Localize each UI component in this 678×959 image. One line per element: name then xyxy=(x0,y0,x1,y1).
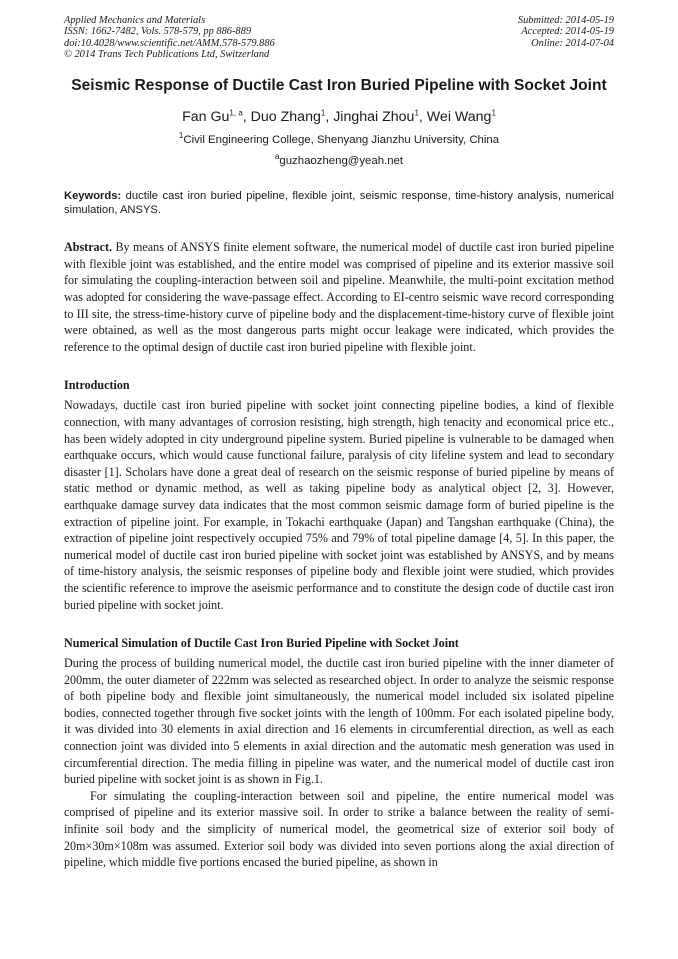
section-heading-introduction: Introduction xyxy=(64,378,130,393)
author-name: Fan Gu xyxy=(182,108,230,125)
author-separator: , xyxy=(242,108,251,125)
affiliation xyxy=(64,130,614,148)
introduction-paragraph: Nowadays, ductile cast iron buried pipeline with socket joint connecting pipeline bodies, a kind of flexible connection, with many advantages of corrosion resisting, high strength, high tenacity and economical price etc., has been widely adopted in city underground pipeline system. Buried pipeline is vulnerable to be damaged when earthquake occurs, which would cause functional failure, paralysis of city lifeline system and lead to secondary disaster [1]. Scholars have done a great deal of research on the seismic response of buried pipeline by means of static method or dynamic method, as well as taking pipeline body as analytical object [2, 3]. However, earthquake damage survey data indicates that the most common seismic damage form of buried pipeline is the extraction of pipeline joint. For example, in Tokachi earthquake (Japan) and Tangshan earthquake (China), the extraction of pipeline joint respectively occupied 75% and 79% of total pipeline damage [4, 5]. In this paper, the numerical model of ductile cast iron buried pipeline with socket joint was established by ANSYS, and by means of time-history analysis, the seismic responses of pipeline body and flexible joint were studied, which provides the scientific reference to improve the aseismic performance and to constitute the design code of ductile cast iron buried pipeline with socket joint. xyxy=(64,398,614,612)
numerical-simulation-paragraph-2: For simulating the coupling-interaction between soil and pipeline, the entire numerical model was comprised of pipeline and its exterior massive soil. In order to strike a balance between the reality of semi-infinite soil body and the simplicity of numerical model, the geometrical size of exterior soil body of 20m×30m×108m was assumed. Exterior soil body was divided into seven portions along the axial direction of pipeline, which middle five portions encased the buried pipeline, as shown in xyxy=(64,788,614,870)
journal-header xyxy=(64,15,614,61)
online-date: Online: 2014-07-04 xyxy=(531,37,614,49)
email-text: guzhaozheng@yeah.net xyxy=(279,154,404,167)
author-name: Duo Zhang xyxy=(250,108,321,125)
copyright-line: © 2014 Trans Tech Publications Ltd, Switzerland xyxy=(64,49,270,61)
keywords xyxy=(64,189,614,219)
issn-line: ISSN: 1662-7482, Vols. 578-579, pp 886-889 xyxy=(64,26,252,38)
author-list xyxy=(64,108,614,126)
author-affiliation-mark: 1, a xyxy=(229,107,243,117)
submitted-date: Submitted: 2014-05-19 xyxy=(517,15,614,26)
header-left xyxy=(64,15,275,61)
author-affiliation-mark: 1 xyxy=(414,107,419,117)
abstract-label: Abstract. xyxy=(64,240,113,255)
corresponding-email xyxy=(64,151,614,169)
abstract xyxy=(64,239,614,355)
paper-title: Seismic Response of Ductile Cast Iron Buried Pipeline with Socket Joint xyxy=(71,76,607,94)
doi-line: doi:10.4028/www.scientific.net/AMM.578-579.886 xyxy=(64,37,275,49)
accepted-date: Accepted: 2014-05-19 xyxy=(521,26,614,38)
author-name: Jinghai Zhou xyxy=(333,108,415,125)
keywords-text: ductile cast iron buried pipeline, flexible joint, seismic response, time-history analysis, numerical simulation, ANSYS. xyxy=(64,189,614,217)
header-right xyxy=(518,15,614,61)
author-separator: , xyxy=(325,108,334,125)
keywords-label: Keywords: xyxy=(64,189,122,202)
author-affiliation-mark: 1 xyxy=(491,107,496,117)
journal-name: Applied Mechanics and Materials xyxy=(64,15,206,26)
author-name: Wei Wang xyxy=(426,108,492,125)
numerical-simulation-paragraph-1: During the process of building numerical model, the ductile cast iron buried pipeline with the inner diameter of 200mm, the outer diameter of 222mm was selected as researched object. In order to analyze the seismic response of both pipeline body and flexible joint simultaneously, the numerical model included six isolated pipeline bodies, connected together through five socket joints with the length of 100mm. For each isolated pipeline body, it was divided into 30 elements in axial direction and 16 elements in circumferential direction, as well as each connection joint was divided into 5 elements in axial direction and the automatic mesh generation was used in circumferential direction. The media filling in pipeline was water, and the numerical model of ductile cast iron buried pipeline with socket joint is as shown in Fig.1. xyxy=(64,656,614,787)
section-heading-numerical-simulation: Numerical Simulation of Ductile Cast Iron Buried Pipeline with Socket Joint xyxy=(64,636,459,651)
abstract-text: By means of ANSYS finite element software, the numerical model of ductile cast iron buried pipeline with flexible joint was established, and the entire model was comprised of pipeline and its exterior massive soil for simulating the coupling-interaction between soil and pipeline. Meanwhile, the multi-point excitation method was adopted for considering the wave-passage effect. According to EI-centro seismic wave record corresponding to III site, the stress-time-history curve of pipeline body and the displacement-time-history curve of flexible joint were obtained, as well as the most dangerous parts might occur leakage were indicated, which provides the reference to the optimal design of ductile cast iron buried pipeline with flexible joint. xyxy=(64,240,614,354)
email-mark: a xyxy=(274,151,280,161)
affiliation-text: Civil Engineering College, Shenyang Jianzhu University, China xyxy=(183,133,500,146)
author-separator: , xyxy=(418,108,427,125)
affiliation-mark: 1 xyxy=(178,130,184,140)
author-affiliation-mark: 1 xyxy=(320,107,326,117)
